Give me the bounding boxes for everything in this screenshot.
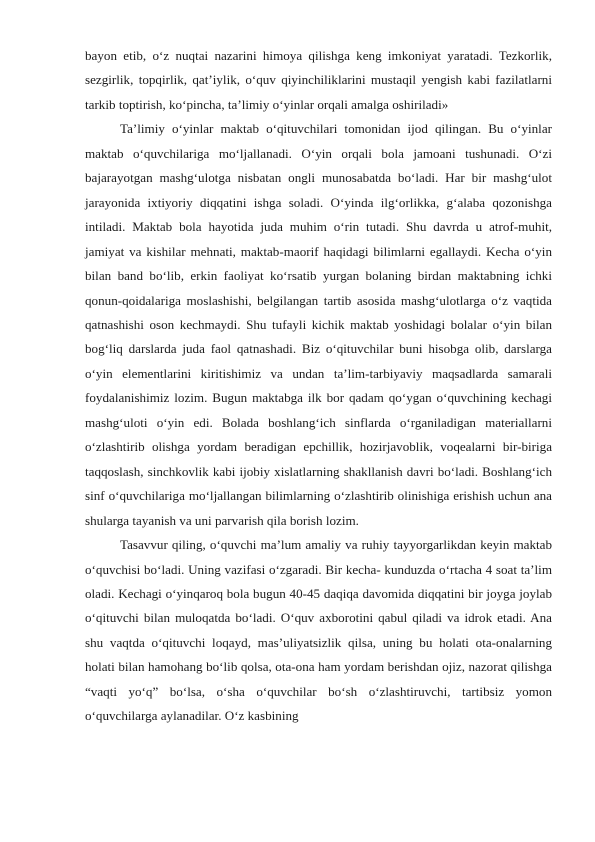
paragraph-continuation: bayon etib, o‘z nuqtai nazarini himoya qilishga keng imkoniyat yaratadi. Tezkorlik, sezgirlik, topqirlik, qat’iylik, o‘quv qiyinchiliklarini mustaqil yengish kabi fazilatlarni tarkib toptirish, ko‘pincha, ta’limiy o‘yinlar orqali amalga oshiriladi» xyxy=(85,48,552,112)
document-page xyxy=(85,44,552,729)
paragraph-didactic-games: Ta’limiy o‘yinlar maktab o‘qituvchilari tomonidan ijod qilingan. Bu o‘yinlar maktab o‘quvchilariga mo‘ljallanadi. O‘yin orqali bola jamoani tushunadi. O‘zi bajarayotgan mashg‘ulotga nisbatan ongli munosabatda bo‘ladi. Har bir mashg‘ulot jarayonida ixtiyoriy diqqatini ishga soladi. O‘yinda ilg‘orlikka, g‘alaba qozonishga intiladi. Maktab bola hayotida juda muhim o‘rin tutadi. Shu davrda u atrof-muhit, jamiyat va kishilar mehnati, maktab-maorif haqidagi bilimlarni egallaydi. Kecha o‘yin bilan band bo‘lib, erkin faoliyat ko‘rsatib yurgan bolaning birdan maktabning ichki qonun-qoidalariga moslashishi, belgilangan tartib asosida mashg‘ulotlarga o‘z vaqtida qatnashishi oson kechmaydi. Shu tufayli kichik maktab yoshidagi bolalar o‘yin bilan bog‘liq darslarda juda faol qatnashadi. Biz o‘qituvchilar buni hisobga olib, darslarga o‘yin elementlarini kiritishimiz va undan ta’lim-tarbiyaviy maqsadlarda samarali foydalanishimiz lozim. Bugun maktabga ilk bor qadam qo‘ygan o‘quvchining kechagi mashg‘uloti o‘yin edi. Bolada boshlang‘ich sinflarda o‘rganiladigan materiallarni o‘zlashtirib olishga yordam beradigan epchillik, hozirjavoblik, voqealarni bir-biriga taqqoslash, sinchkovlik kabi ijobiy xislatlarning shakllanish davri bo‘ladi. Boshlang‘ich sinf o‘quvchilariga mo‘ljallangan bilimlarning o‘zlashtirib olinishiga erishish uchun ana shularga tayanish va uni parvarish qila borish lozim. xyxy=(85,121,552,528)
paragraph-imagine: Tasavvur qiling, o‘quvchi ma’lum amaliy va ruhiy tayyorgarlikdan keyin maktab o‘quvchisi bo‘ladi. Uning vazifasi o‘zgaradi. Bir kecha- kunduzda o‘rtacha 4 soat ta’lim oladi. Kechagi o‘yinqaroq bola bugun 40-45 daqiqa davomida diqqatini bir joyga joylab o‘qituvchi bilan muloqatda bo‘ladi. O‘quv axborotini qabul qiladi va idrok etadi. Ana shu vaqtda o‘qituvchi loqayd, mas’uliyatsizlik qilsa, uning bu holati ota-onalarning holati bilan hamohang bo‘lib qolsa, ota-ona ham yordam berishdan ojiz, nazorat qilishga “vaqti yo‘q” bo‘lsa, o‘sha o‘quvchilar bo‘sh o‘zlashtiruvchi, tartibsiz yomon o‘quvchilarga aylanadilar. O‘z kasbining xyxy=(85,537,552,724)
